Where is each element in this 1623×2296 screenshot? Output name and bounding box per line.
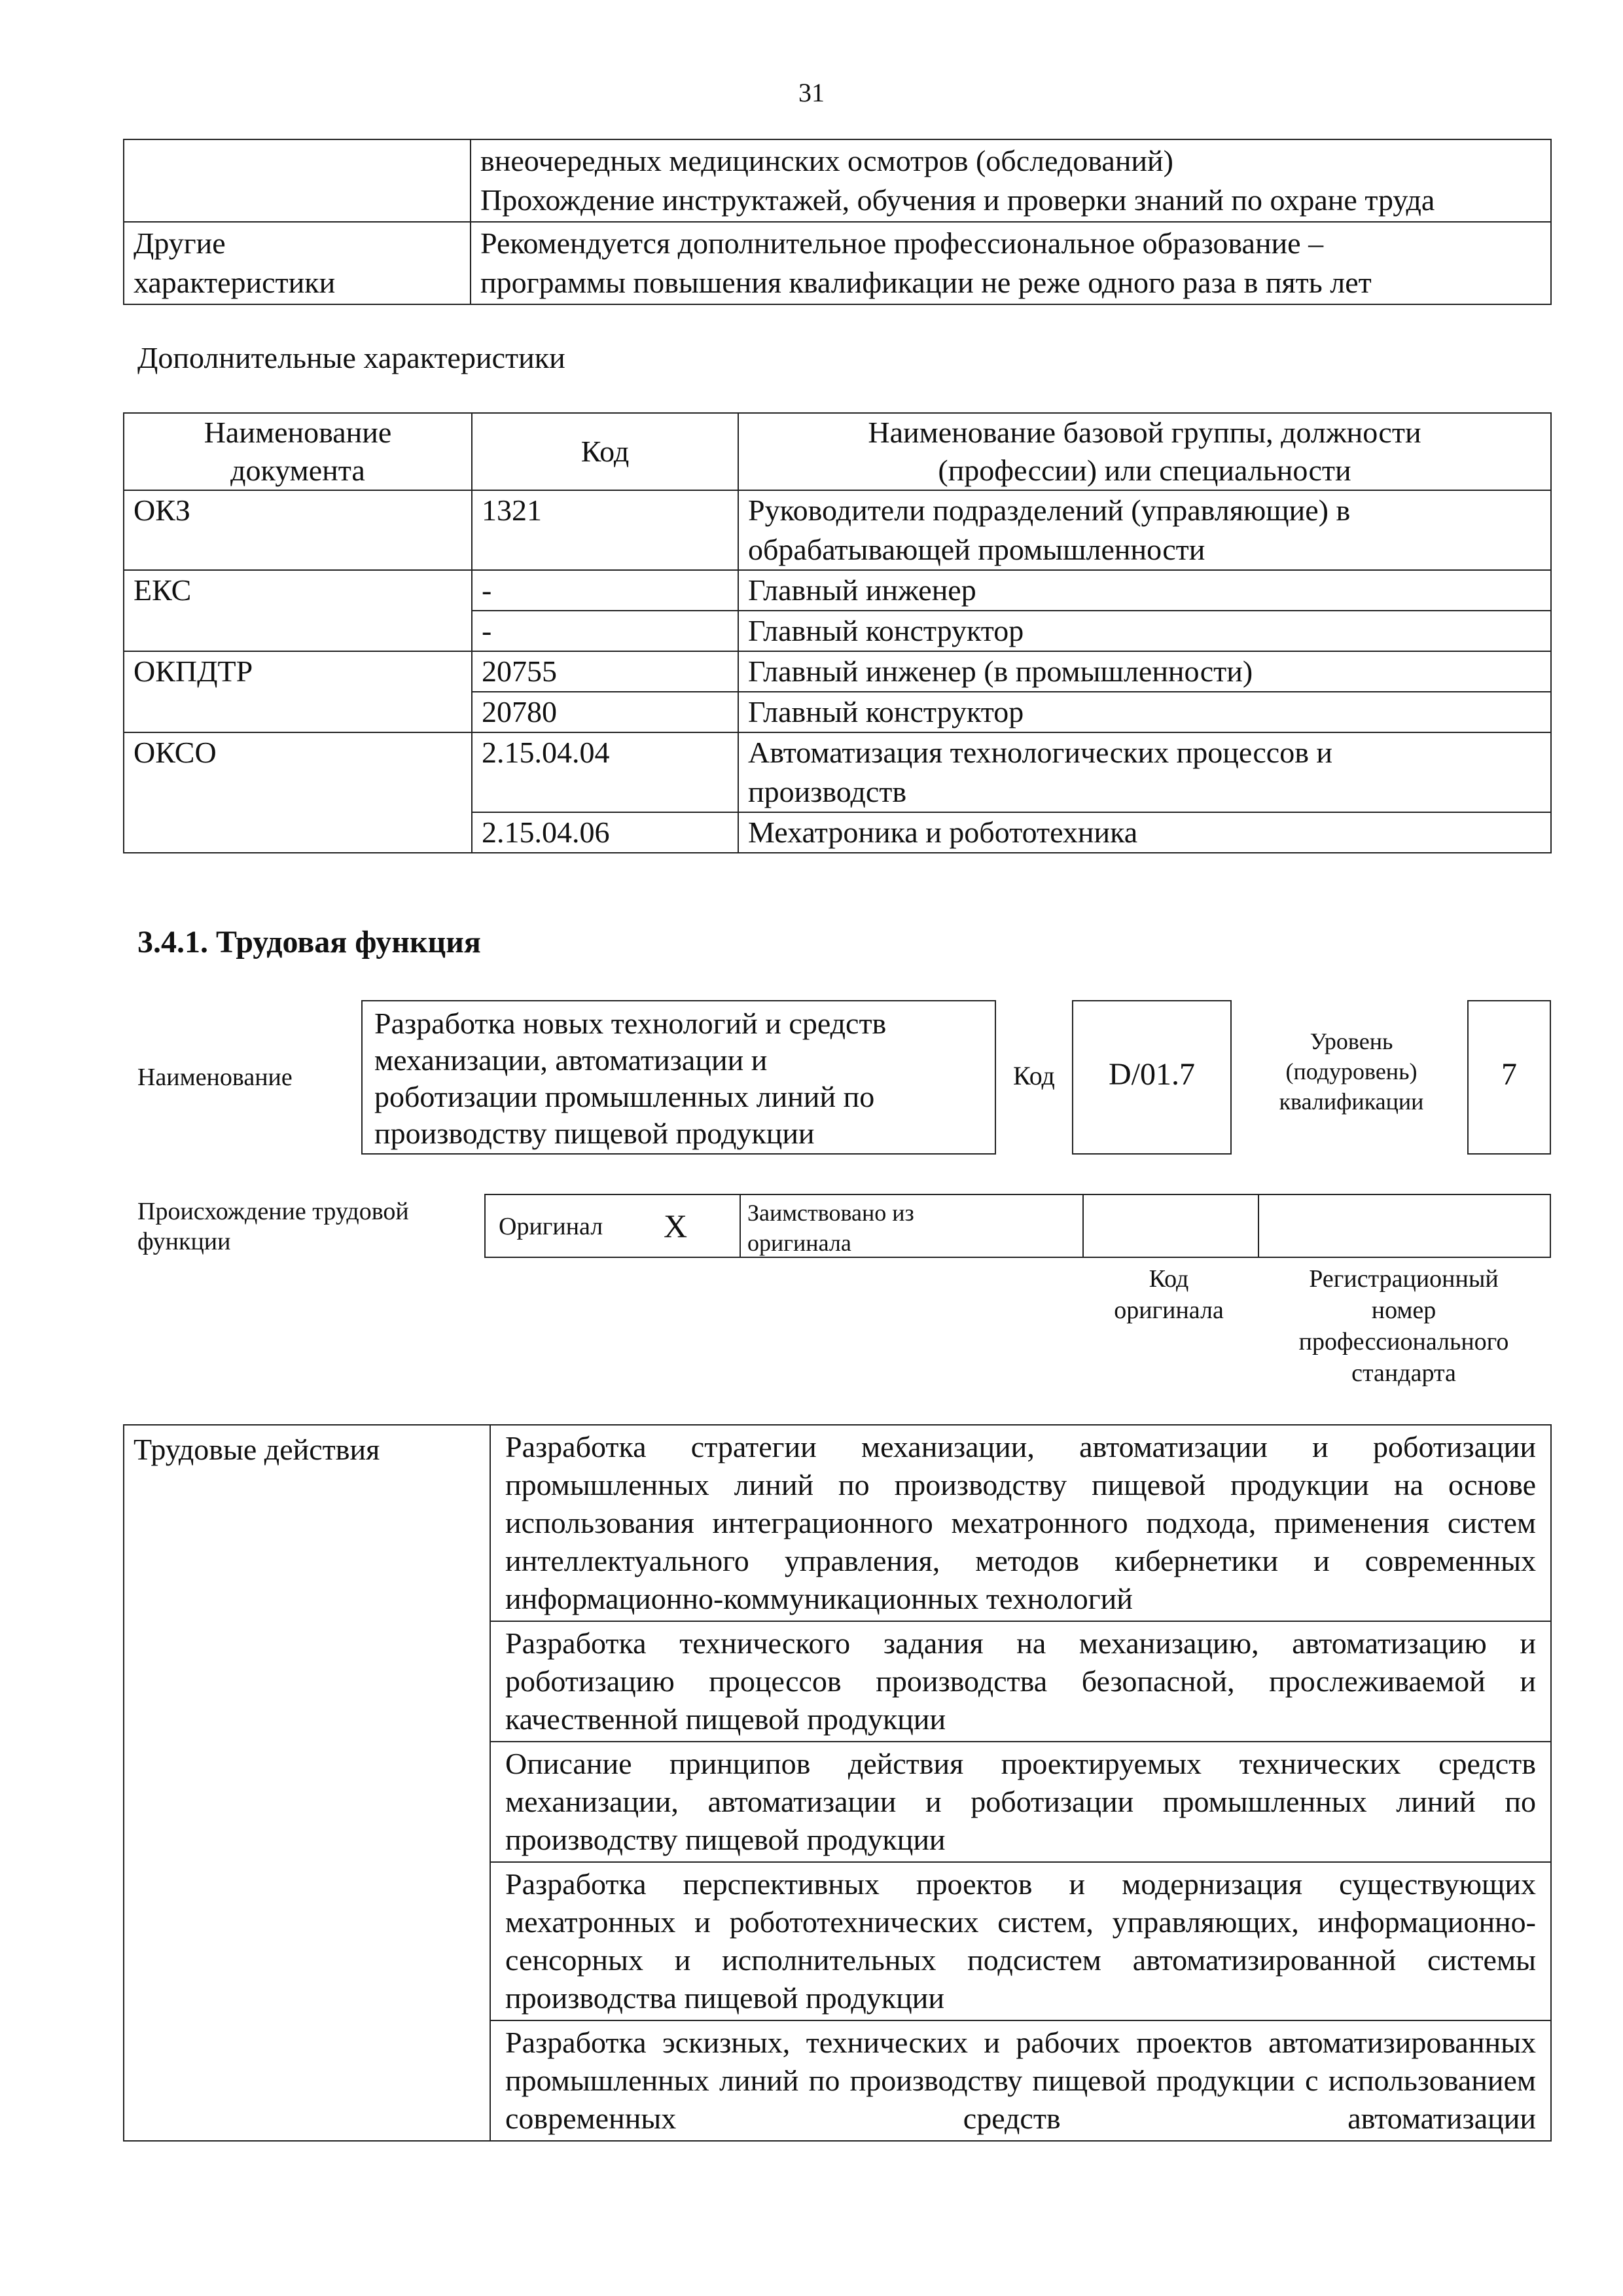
labor-action-item: Разработка технического задания на механизацию, автоматизацию и роботизацию процессов производства безопасной, прослеживаемой и качественной пищевой продукции	[490, 1621, 1551, 1742]
label-line: номер	[1371, 1297, 1436, 1324]
name-cell: Главный конструктор	[738, 692, 1551, 732]
labor-actions-label: Трудовые действия	[124, 1425, 490, 2141]
text-line: программы повышения квалификации не реже одного раза в пять лет	[480, 266, 1372, 299]
table-row	[124, 1425, 1551, 1621]
borrowed-label	[747, 1198, 914, 1257]
label-line: Регистрационный	[1309, 1265, 1499, 1293]
text-line: Автоматизация технологических процессов и	[748, 736, 1333, 769]
doc-cell: ОКСО	[124, 732, 472, 853]
header-code: Код	[472, 413, 738, 490]
text-line: обрабатывающей промышленности	[748, 533, 1205, 566]
label-line: Происхождение трудовой	[137, 1198, 409, 1225]
name-label: Наименование	[137, 1064, 293, 1091]
text-line: производств	[748, 775, 907, 808]
header-line: Наименование	[204, 416, 392, 449]
additional-characteristics-heading: Дополнительные характеристики	[137, 341, 565, 374]
qualification-level-label	[1237, 1026, 1466, 1117]
function-code-box: D/01.7	[1072, 1000, 1232, 1155]
name-cell	[738, 732, 1551, 812]
label-line: Другие	[134, 226, 226, 260]
label-line: (подуровень)	[1285, 1058, 1418, 1085]
name-cell: Главный инженер (в промышленности)	[738, 651, 1551, 692]
text-line: производству пищевой продукции	[374, 1117, 815, 1150]
label-line: Уровень	[1310, 1028, 1393, 1054]
table-row	[124, 490, 1551, 570]
header-doc	[124, 413, 472, 490]
requirements-table	[123, 139, 1552, 305]
label-line: характеристики	[134, 266, 336, 299]
labor-action-item: Разработка перспективных проектов и модернизация существующих мехатронных и робототехнических систем, управляющих, информационно-сенсорных и исполнительных подсистем автоматизированной системы производства пищевой продукции	[490, 1862, 1551, 2020]
original-mark: X	[664, 1208, 688, 1244]
row-value-cell	[471, 139, 1551, 222]
table-row	[124, 222, 1551, 304]
name-cell: Главный конструктор	[738, 611, 1551, 651]
row-label-cell	[124, 222, 471, 304]
additional-characteristics-table	[123, 412, 1552, 853]
name-cell	[738, 490, 1551, 570]
header-line: Наименование базовой группы, должности	[868, 416, 1421, 449]
label-line: Заимствовано из	[747, 1200, 914, 1226]
code-label: Код	[1013, 1061, 1055, 1090]
table-row	[124, 139, 1551, 222]
text-line: внеочередных медицинских осмотров (обследований)	[480, 144, 1173, 177]
text-line: роботизации промышленных линий по	[374, 1080, 875, 1113]
header-line: документа	[230, 454, 365, 487]
doc-cell: ОКПДТР	[124, 651, 472, 732]
text-line: Руководители подразделений (управляющие) в	[748, 493, 1351, 527]
name-cell: Мехатроника и робототехника	[738, 812, 1551, 853]
code-cell: 1321	[472, 490, 738, 570]
label-line: Код	[1149, 1265, 1189, 1293]
text-line: Рекомендуется дополнительное профессиональное образование –	[480, 226, 1324, 260]
code-cell: 2.15.04.04	[472, 732, 738, 812]
function-name-box	[361, 1000, 996, 1155]
original-label: Оригинал	[499, 1213, 603, 1240]
divider	[740, 1195, 741, 1257]
labor-actions-table	[123, 1424, 1552, 2142]
section-title: 3.4.1. Трудовая функция	[137, 925, 481, 960]
code-cell: 20755	[472, 651, 738, 692]
doc-cell: ОКЗ	[124, 490, 472, 570]
origin-row	[484, 1194, 1551, 1258]
header-name	[738, 413, 1551, 490]
code-cell: 20780	[472, 692, 738, 732]
table-header-row	[124, 413, 1551, 490]
row-label-cell	[124, 139, 471, 222]
name-cell: Главный инженер	[738, 570, 1551, 611]
code-cell: -	[472, 611, 738, 651]
label-line: профессионального	[1298, 1328, 1509, 1355]
labor-action-item: Разработка стратегии механизации, автоматизации и роботизации промышленных линий по производству пищевой продукции на основе использования интеграционного мехатронного подхода, применения систем интеллектуального управления, методов кибернетики и современных информационно-коммуникационных технологий	[490, 1425, 1551, 1621]
label-line: оригинала	[1114, 1297, 1224, 1324]
text-line: механизации, автоматизации и	[374, 1043, 768, 1077]
code-original-caption	[1081, 1263, 1257, 1326]
label-line: стандарта	[1351, 1359, 1456, 1387]
qualification-level-box: 7	[1467, 1000, 1551, 1155]
label-line: квалификации	[1279, 1088, 1424, 1115]
origin-label	[137, 1196, 409, 1257]
code-cell: -	[472, 570, 738, 611]
header-line: (профессии) или специальности	[938, 454, 1351, 487]
table-row	[124, 570, 1551, 611]
label-line: оригинала	[747, 1230, 851, 1256]
table-row	[124, 651, 1551, 692]
labor-action-item: Описание принципов действия проектируемых технических средств механизации, автоматизации и роботизации промышленных линий по производству пищевой продукции	[490, 1742, 1551, 1862]
code-cell: 2.15.04.06	[472, 812, 738, 853]
row-value-cell	[471, 222, 1551, 304]
labor-action-item: Разработка эскизных, технических и рабочих проектов автоматизированных промышленных линий по производству пищевой продукции с использованием современных средств автоматизации	[490, 2020, 1551, 2141]
label-line: функции	[137, 1228, 231, 1255]
divider	[1258, 1195, 1259, 1257]
page-number: 31	[798, 78, 825, 107]
table-row	[124, 732, 1551, 812]
registration-number-caption	[1257, 1263, 1551, 1389]
doc-cell: ЕКС	[124, 570, 472, 651]
text-line: Разработка новых технологий и средств	[374, 1007, 887, 1040]
divider	[1082, 1195, 1084, 1257]
text-line: Прохождение инструктажей, обучения и проверки знаний по охране труда	[480, 183, 1435, 217]
